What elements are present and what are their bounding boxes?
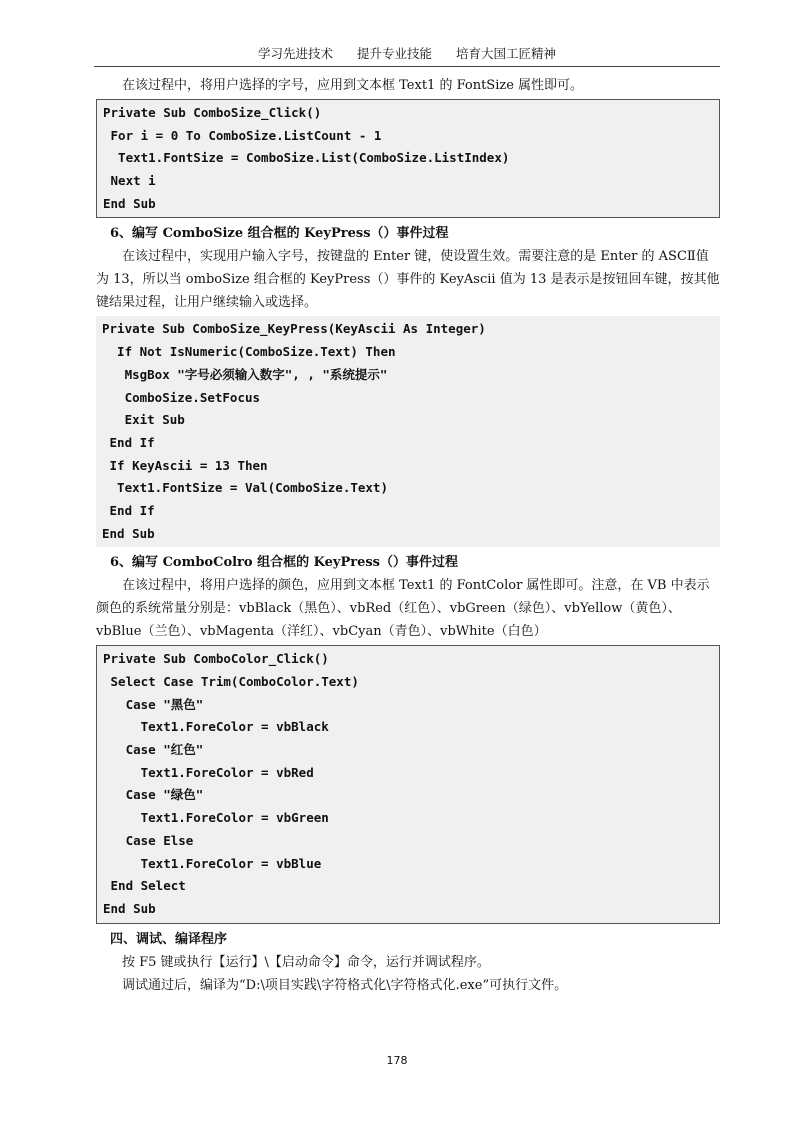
document-body: [96, 74, 720, 997]
code-line: End If: [102, 434, 155, 450]
page-number: 178: [386, 1054, 408, 1067]
section-heading: 四、调试、编译程序: [110, 931, 228, 947]
code-line: If KeyAscii = 13 Then: [102, 457, 268, 473]
paragraph: 在该过程中，将用户选择的字号，应用到文本框 Text1 的 FontSize 属性即可。: [122, 78, 584, 93]
code-block: [96, 645, 720, 923]
code-line: End Select: [103, 878, 186, 894]
header-item: 培育大国工匠精神: [455, 46, 556, 61]
code-line: Text1.FontSize = ComboSize.List(ComboSize.ListIndex): [103, 150, 510, 166]
code-line: For i = 0 To ComboSize.ListCount - 1: [103, 127, 382, 143]
code-line: End Sub: [103, 195, 156, 211]
code-line: ComboSize.SetFocus: [102, 389, 261, 405]
header-item: 学习先进技术: [257, 46, 333, 61]
code-line: Text1.ForeColor = vbGreen: [103, 810, 329, 826]
code-line: Private Sub ComboSize_KeyPress(KeyAscii As Integer): [102, 321, 486, 337]
section-heading: 6、编写 ComboColro 组合框的 KeyPress（）事件过程: [110, 555, 459, 571]
paragraph: 在该过程中，将用户选择的颜色，应用到文本框 Text1 的 FontColor 属性即可。注意，在 VB 中表示颜色的系统常量分别是：vbBlack（黑色）、vbRed（红色）、vbGreen（绿色）、vbYellow（黄色）、vbBlue（兰色）、vbMagenta（洋红）、vbCyan（青色）、vbWhite（白色）: [96, 578, 710, 640]
code-line: If Not IsNumeric(ComboSize.Text) Then: [102, 344, 396, 360]
code-line: Case Else: [103, 832, 194, 848]
code-line: Text1.ForeColor = vbBlue: [103, 855, 322, 871]
header-item: 提升专业技能: [356, 46, 432, 61]
code-line: Text1.FontSize = Val(ComboSize.Text): [102, 480, 388, 496]
code-line: Case "红色": [103, 742, 204, 758]
code-line: Case "黑色": [103, 696, 204, 712]
code-line: MsgBox "字号必须输入数字", , "系统提示": [102, 366, 388, 382]
code-line: End If: [102, 502, 155, 518]
code-line: Private Sub ComboSize_Click(): [103, 105, 322, 120]
paragraph: 调试通过后，编译为“D:\项目实践\字符格式化\字符格式化.exe”可执行文件。: [122, 977, 568, 993]
code-line: Text1.ForeColor = vbRed: [103, 764, 314, 780]
code-block: [96, 99, 720, 218]
code-line: Select Case Trim(ComboColor.Text): [103, 674, 359, 689]
code-line: End Sub: [102, 525, 155, 541]
page-header: [94, 44, 720, 67]
code-line: Next i: [103, 173, 156, 189]
code-line: Case "绿色": [103, 787, 204, 803]
code-block: [96, 316, 720, 547]
section-heading: 6、编写 ComboSize 组合框的 KeyPress（）事件过程: [110, 226, 449, 242]
code-line: Private Sub ComboColor_Click(): [103, 651, 329, 667]
paragraph: 在该过程中，实现用户输入字号，按键盘的 Enter 键，使设置生效。需要注意的是 Enter 的 ASCⅡ值为 13，所以当 omboSize 组合框的 KeyPress（）事件的 KeyAscii 值为 13 是表示是按钮回车键，按其他键结果过程，让用户继续输入或选择。: [96, 249, 720, 311]
code-line: Text1.ForeColor = vbBlack: [103, 719, 329, 735]
code-line: Exit Sub: [102, 412, 185, 428]
paragraph: 按 F5 键或执行【运行】\【启动命令】命令，运行并调试程序。: [122, 954, 490, 970]
code-line: End Sub: [103, 900, 156, 916]
